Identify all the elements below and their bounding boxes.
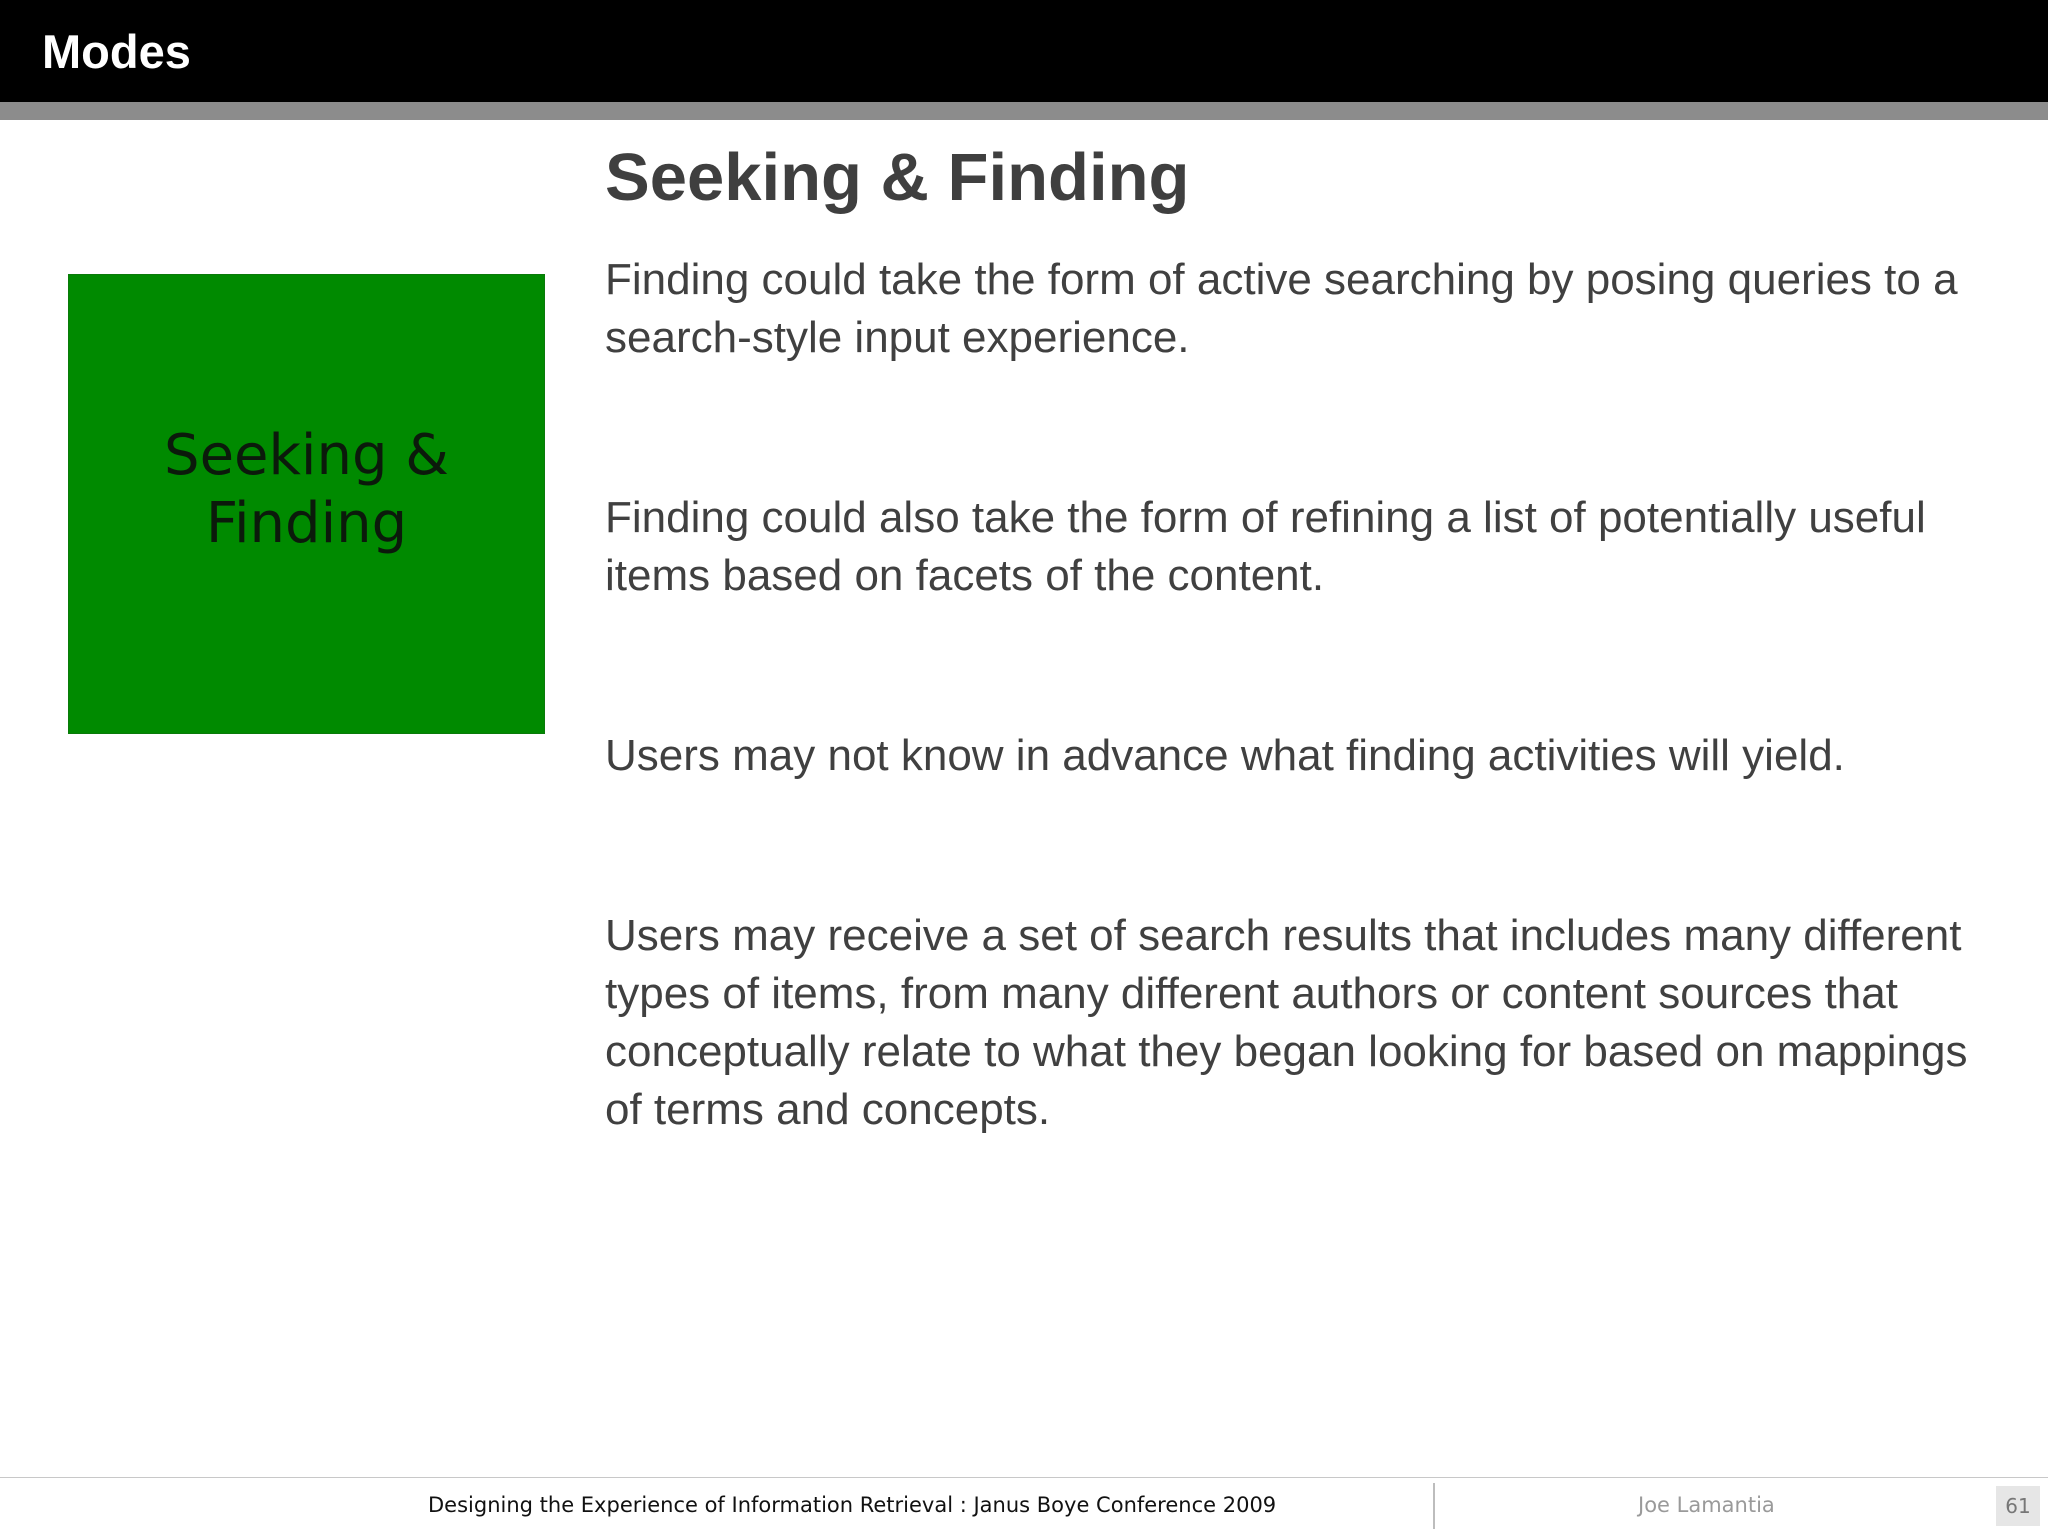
slide-header-title: Modes <box>42 25 191 78</box>
mode-box-label: Seeking & Finding <box>164 423 449 556</box>
footer-divider <box>1433 1483 1435 1529</box>
header-rule <box>0 102 2048 120</box>
footer-author: Joe Lamantia <box>1638 1493 1775 1517</box>
slide-header <box>0 0 2048 102</box>
page-number: 61 <box>1996 1486 2040 1526</box>
paragraph: Users may not know in advance what finding activities will yield. <box>605 731 1845 780</box>
footer-presentation-title: Designing the Experience of Information Retrieval : Janus Boye Conference 2009 <box>428 1493 1277 1517</box>
mode-box <box>68 274 545 734</box>
paragraph: Finding could take the form of active searching by posing queries to a search-style input experience. <box>605 255 1958 362</box>
footer-rule <box>0 1477 2048 1478</box>
paragraph: Users may receive a set of search results that includes many different types of items, from many different authors or content sources that conceptually relate to what they began looking for based on mappings of terms and concepts. <box>605 911 1968 1134</box>
slide-heading: Seeking & Finding <box>605 140 1190 215</box>
slide-content <box>605 136 2005 220</box>
paragraph: Finding could also take the form of refining a list of potentially useful items based on facets of the content. <box>605 493 1926 600</box>
